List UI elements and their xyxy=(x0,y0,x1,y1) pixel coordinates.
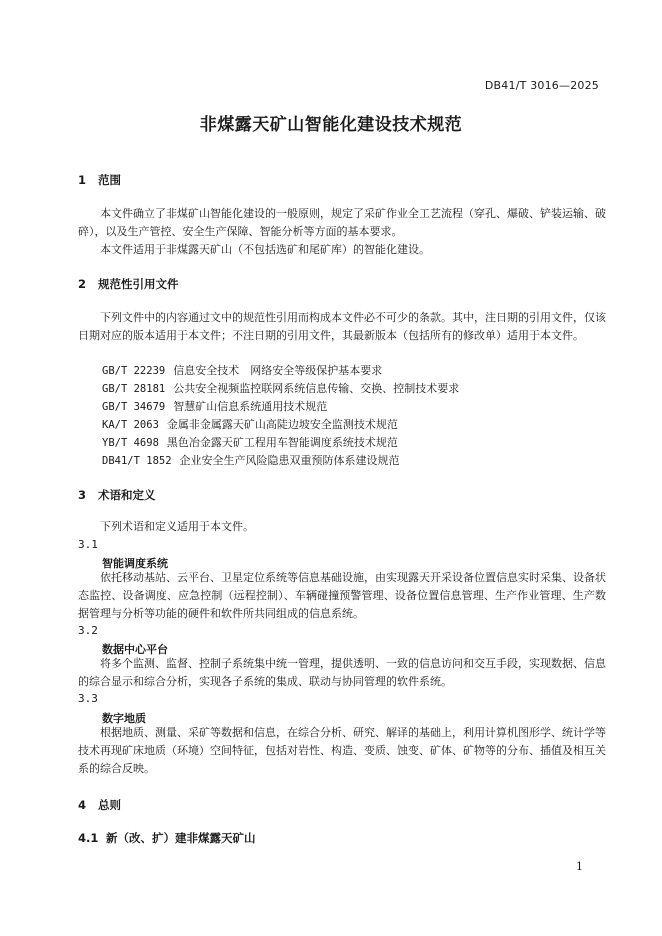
section-2-heading xyxy=(78,276,179,292)
term-number: 3.3 xyxy=(78,692,98,705)
section-title: 术语和定义 xyxy=(98,488,156,502)
section-1-paragraph-2: 本文件适用于非煤露天矿山（不包括选矿和尾矿库）的智能化建设。 xyxy=(100,243,430,256)
reference-code: KA/T 2063 xyxy=(102,419,159,431)
section-number: 2 xyxy=(78,277,87,291)
term-name: 智能调度系统 xyxy=(102,557,168,570)
reference-code: GB/T 28181 xyxy=(102,383,166,395)
reference-code: GB/T 22239 xyxy=(102,365,166,377)
reference-item xyxy=(102,416,398,434)
subsection-title: 新（改、扩）建非煤露天矿山 xyxy=(106,831,256,845)
reference-code: GB/T 34679 xyxy=(102,401,166,413)
reference-title: 信息安全技术 网络安全等级保护基本要求 xyxy=(173,364,383,377)
section-3-intro: 下列术语和定义适用于本文件。 xyxy=(100,520,254,533)
reference-code: DB41/T 1852 xyxy=(102,455,172,467)
page-number: 1 xyxy=(576,860,583,873)
reference-item xyxy=(102,398,327,416)
term-definition: 根据地质、测量、采矿等数据和信息，在综合分析、研究、解译的基础上，利用计算机图形学、统计学等技术再现矿床地质（环境）空间特征，包括对岩性、构造、变质、蚀变、矿体、矿物等的分布、插值及相互关系的综合反映。 xyxy=(78,726,606,775)
term-number: 3.1 xyxy=(78,538,98,551)
section-3-heading xyxy=(78,487,156,503)
section-1-heading xyxy=(78,172,121,188)
term-name: 数字地质 xyxy=(102,712,146,725)
reference-title: 金属非金属露天矿山高陡边坡安全监测技术规范 xyxy=(166,418,398,431)
term-definition: 将多个监测、监督、控制子系统集中统一管理，提供透明、一致的信息访问和交互手段，实现数据、信息的综合显示和综合分析，实现各子系统的集成、联动与协同管理的软件系统。 xyxy=(78,657,606,688)
reference-item xyxy=(102,380,459,398)
reference-title: 智慧矿山信息系统通用技术规范 xyxy=(173,400,328,413)
term-definition: 依托移动基站、云平台、卫星定位系统等信息基础设施，由实现露天开采设备位置信息实时采集、设备状态监控、设备调度、应急控制（远程控制）、车辆碰撞预警管理、设备位置信息管理、生产作业管理、生产数据管理与分析等功能的硬件和软件所共同组成的信息系统。 xyxy=(78,571,606,620)
section-1-paragraph-1: 本文件确立了非煤矿山智能化建设的一般原则，规定了采矿作业全工艺流程（穿孔、爆破、铲装运输、破碎），以及生产管控、安全生产保障、智能分析等方面的基本要求。 xyxy=(78,207,606,238)
section-title: 范围 xyxy=(98,173,121,187)
document-title: 非煤露天矿山智能化建设技术规范 xyxy=(199,115,463,135)
reference-title: 企业安全生产风险隐患双重预防体系建设规范 xyxy=(179,454,400,467)
subsection-4-1-heading xyxy=(78,830,256,846)
reference-title: 公共安全视频监控联网系统信息传输、交换、控制技术要求 xyxy=(173,382,460,395)
reference-title: 黑色冶金露天矿工程用车智能调度系统技术规范 xyxy=(166,436,398,449)
document-code: DB41/T 3016—2025 xyxy=(484,79,599,92)
section-2-paragraph-1: 下列文件中的内容通过文中的规范性引用而构成本文件必不可少的条款。其中，注日期的引用文件，仅该日期对应的版本适用于本文件；不注日期的引用文件，其最新版本（包括所有的修改单）适用于本文件。 xyxy=(78,311,606,342)
section-number: 3 xyxy=(78,488,87,502)
subsection-number: 4.1 xyxy=(78,831,99,845)
section-number: 1 xyxy=(78,173,87,187)
reference-code: YB/T 4698 xyxy=(102,437,159,449)
reference-item xyxy=(102,362,382,380)
term-number: 3.2 xyxy=(78,624,98,637)
section-title: 总则 xyxy=(98,798,121,812)
reference-item xyxy=(102,452,400,470)
section-title: 规范性引用文件 xyxy=(98,277,179,291)
reference-item xyxy=(102,434,398,452)
term-name: 数据中心平台 xyxy=(102,643,168,656)
section-4-heading xyxy=(78,797,121,813)
section-number: 4 xyxy=(78,798,87,812)
